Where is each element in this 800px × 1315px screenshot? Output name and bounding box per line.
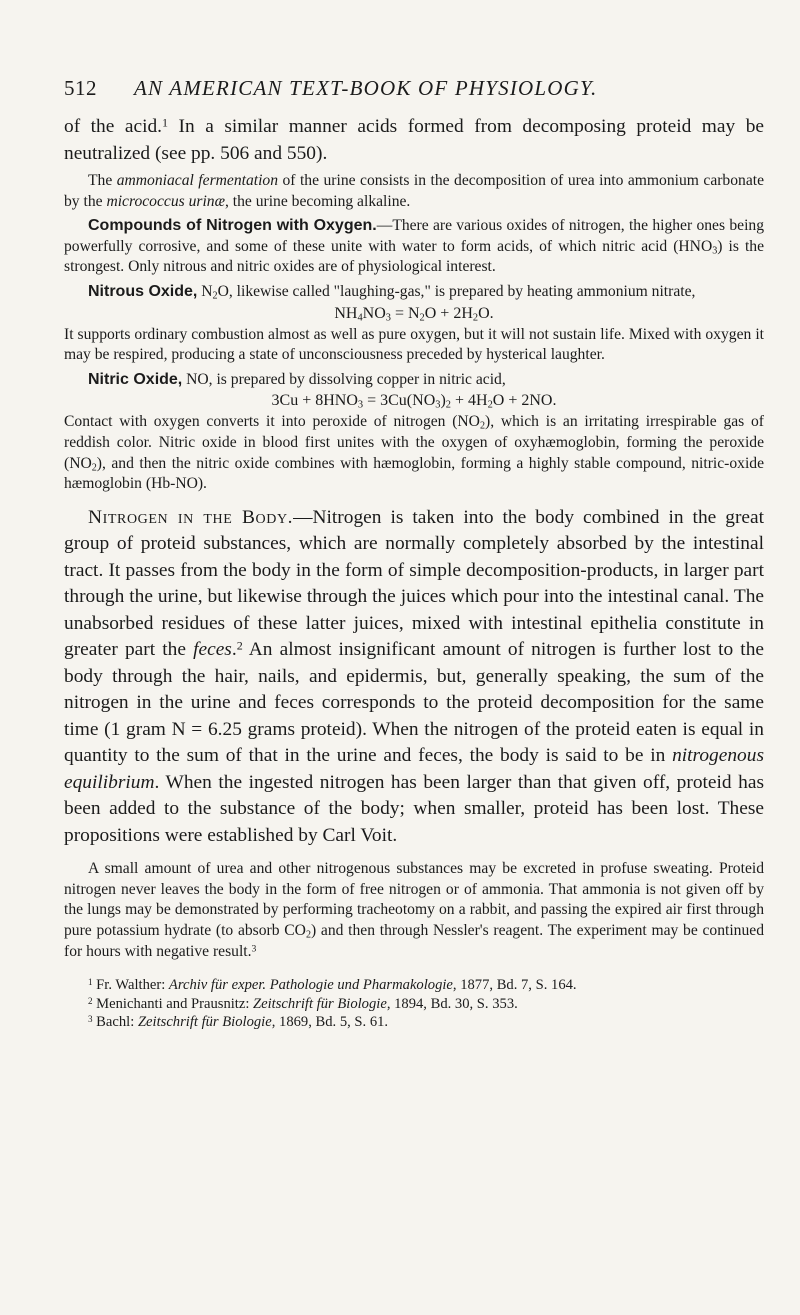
text-run: ) is the strongest. Only nitrous and nitric oxides are of physiological interest. <box>64 237 764 276</box>
text-run: In a similar manner acids formed from decomposing proteid may be neutralized (see pp. 506 and 550). <box>64 116 764 164</box>
eq-part: = N <box>390 304 420 322</box>
text-run: O, likewise called "laughing-gas," is prepared by heating ammonium nitrate, <box>217 282 696 300</box>
footnote-2 <box>64 995 764 1013</box>
section-heading-nitric-oxide: Nitric Oxide, <box>88 370 183 388</box>
footnote-ref: , 1894, Bd. 30, S. 353. <box>386 995 518 1012</box>
term-nitrogenous-equilibrium: nitrogenous equilibrium <box>64 745 764 793</box>
term-feces: feces <box>193 639 232 661</box>
eq-part: NO <box>362 304 386 322</box>
section-heading-nitrogen-oxygen: Compounds of Nitrogen with Oxygen. <box>88 217 377 235</box>
eq-part: O + 2H <box>424 304 473 322</box>
section-heading-nitrogen-in-body: Nitrogen in the Body. <box>88 506 294 528</box>
eq-part: + 4H <box>450 392 488 410</box>
footnote-journal: Zeitschrift für Biologie <box>253 995 387 1012</box>
footnote-author: Fr. Walther: <box>92 977 169 994</box>
footnote-journal: Zeitschrift für Biologie <box>137 1014 272 1030</box>
subscript: 2 <box>419 312 425 324</box>
text-run: Contact with oxygen converts it into peroxide of nitrogen (NO <box>64 413 480 431</box>
footnote-ref-1: 1 <box>162 115 169 130</box>
subscript: 2 <box>472 312 479 324</box>
term-micrococcus: micrococcus urinæ <box>106 192 225 210</box>
subscript: 3 <box>385 312 391 324</box>
subscript: 2 <box>445 399 451 411</box>
text-run: , the urine becoming alkaline. <box>224 192 411 210</box>
eq-part: 3Cu + 8HNO <box>271 392 358 410</box>
text-run: NO, is prepared by dissolving copper in nitric acid, <box>182 370 506 388</box>
subscript: 4 <box>357 312 363 324</box>
footnote-mark: 1 <box>88 977 93 988</box>
equation-nitrous-oxide <box>64 303 764 325</box>
paragraph-nitrous-oxide <box>64 282 764 303</box>
subscript: 3 <box>357 399 364 411</box>
footnote-3 <box>64 1013 764 1031</box>
footnote-ref-3: 3 <box>251 943 257 955</box>
text-run: N <box>197 282 213 300</box>
text-run: —Nitrogen is taken into the body combined in the great group of proteid substances, which are normally completely absorbed by the intestinal tract. It passes from the body in the form of simple decomposition-products, in larger part through the urine, but likewise through the juices which pour into the intestinal canal. The unabsorbed residues of these latter juices, mixed with intestinal epithelia constitute in greater part the <box>64 506 764 661</box>
section-heading-nitrous-oxide: Nitrous Oxide, <box>88 282 198 300</box>
paragraph-nitric-oxide <box>64 370 764 391</box>
eq-part: O + 2NO. <box>492 392 557 410</box>
text-run: —There are various oxides of nitrogen, the higher ones being powerfully corrosive, and some of these unite with water to form acids, of which nitric acid (HNO <box>64 217 764 255</box>
subscript: 2 <box>305 929 311 941</box>
text-run: . When the ingested nitrogen has been larger than that given off, proteid has been added to the substance of the body; when smaller, proteid has been lost. These propositions were established by Carl Voit. <box>64 771 764 846</box>
eq-part: O. <box>478 304 494 322</box>
eq-part: = 3Cu(NO <box>363 392 436 410</box>
paragraph-ammoniacal-fermentation <box>64 171 764 212</box>
eq-part: ) <box>440 392 446 410</box>
paragraph-acid-neutralization <box>64 114 764 167</box>
text-run: A small amount of urea and other nitrogenous substances may be excreted in profuse sweating. Proteid nitrogen never leaves the body in the form of free nitrogen or of ammonia. That ammonia is not given off by the lungs may be demonstrated by performing tracheotomy on a rabbit, and passing the expired air first through pure potassium hydrate (to absorb CO <box>64 860 764 939</box>
footnote-author: Menichanti and Prausnitz: <box>92 995 254 1012</box>
text-run: ), and then the nitric oxide combines with hæmoglobin, forming a highly stable compound, nitric-oxide hæmoglobin (Hb-NO). <box>64 454 764 493</box>
text-run: ), which is an irritating irrespirable gas of reddish color. Nitric oxide in blood first unites with the oxygen of oxyhæmoglobin, forming the peroxide (NO <box>64 413 764 472</box>
subscript: 2 <box>212 290 218 302</box>
footnote-mark: 2 <box>88 995 93 1006</box>
term-ammoniacal-fermentation: ammoniacal fermentation <box>116 172 279 189</box>
eq-part: NH <box>334 304 358 322</box>
footnote-mark: 3 <box>88 1013 93 1024</box>
footnote-ref-2: 2 <box>236 638 243 653</box>
text-run: of the acid. <box>64 116 163 137</box>
page-body <box>64 114 764 1031</box>
paragraph-nitrogen-in-body: Nitrogen in the Body.—Nitrogen is taken into the body combined in the great group of proteid substances, which are normally completely absorbed by the intestinal tract. It passes from the body in the form of simple decomposition-products, in larger part through the urine, but likewise through the juices which pour into the intestinal canal. The unabsorbed residues of these latter juices, mixed with intestinal epithelia constitute in greater part the feces.$^2$ An almost insignificant amount of nitrogen is further lost to the body through the hair, nails, and epidermis, but, generally speaking, the sum of the nitrogen in the urine and feces corresponds to the proteid decomposition for the same time (1 gram N = 6.25 grams proteid). When the nitrogen of the proteid eaten is equal in quantity to the sum of that in the urine and feces, the body is said to be in nitrogenous equilibrium. When the ingested nitrogen has been larger than that given off, proteid has been added to the substance of the body; when smaller, proteid has been lost. These propositions were established by Carl Voit. <box>64 506 764 846</box>
footnotes <box>64 976 764 1031</box>
subscript: 3 <box>712 245 718 257</box>
text-run: An almost insignificant amount of nitrogen is further lost to the body through the hair, nails, and epidermis, but, generally speaking, the sum of the nitrogen in the urine and feces corresponds to the proteid decomposition for the same time (1 gram N = 6.25 grams proteid). When the nitrogen of the proteid eaten is equal in quantity to the sum of that in the urine and feces, the body is said to be in <box>64 639 764 767</box>
text-run: of the urine consists in the decomposition of urea into ammonium carbonate by the <box>64 172 764 210</box>
paragraph-nitrogen-oxides <box>64 216 764 278</box>
subscript: 2 <box>479 420 486 432</box>
footnote-ref: , 1869, Bd. 5, S. 61. <box>271 1014 389 1030</box>
subscript: 2 <box>91 462 97 474</box>
paragraph-peroxide <box>64 412 764 494</box>
footnote-1 <box>64 976 764 994</box>
subscript: 2 <box>487 399 493 411</box>
page-number: 512 <box>64 76 97 100</box>
footnote-author: Bachl: <box>92 1014 138 1030</box>
paragraph-urea-sweating <box>64 859 764 962</box>
equation-nitric-oxide <box>64 390 764 412</box>
running-title: AN AMERICAN TEXT-BOOK OF PHYSIOLOGY. <box>134 76 598 100</box>
text-run: The <box>88 172 117 189</box>
footnote-journal: Archiv für exper. Pathologie und Pharmakologie <box>168 977 453 994</box>
paragraph-combustion: It supports ordinary combustion almost as well as pure oxygen, but it will not sustain life. Mixed with oxygen it may be respired, producing a state of unconsciousness preceded by hysterical laughter. <box>64 325 764 364</box>
footnote-ref: , 1877, Bd. 7, S. 164. <box>452 977 577 994</box>
running-header <box>64 76 764 106</box>
text-run: ) and then through Nessler's reagent. The experiment may be continued for hours with negative result. <box>64 922 764 960</box>
subscript: 3 <box>435 399 441 411</box>
